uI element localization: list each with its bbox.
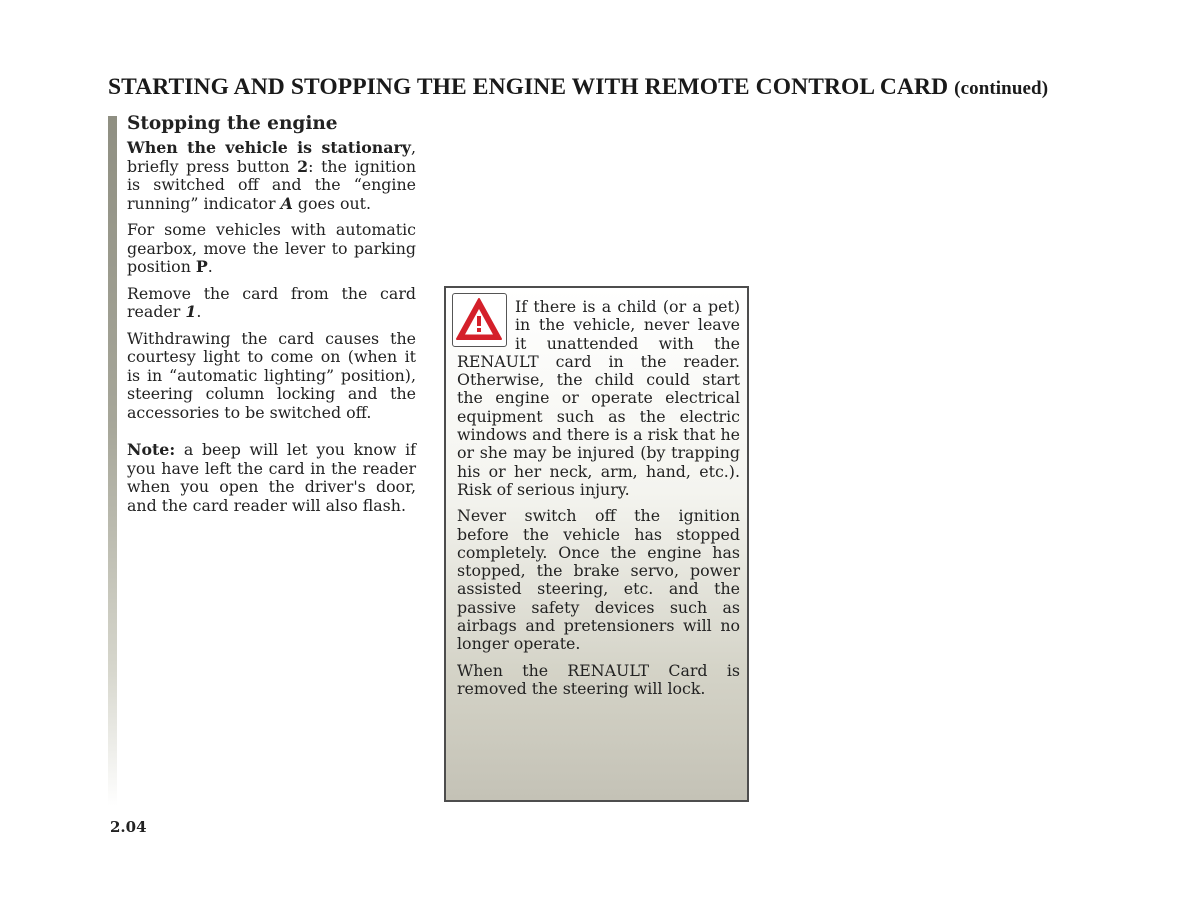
section-sidebar-bar: [108, 116, 117, 806]
warning-triangle-icon: [452, 293, 507, 347]
paragraph-text: , briefly press button: [127, 138, 416, 176]
paragraph-remove-card: [127, 285, 416, 322]
paragraph-automatic-gearbox: [127, 221, 416, 277]
paragraph-withdrawing-card: Withdrawing the card causes the courtesy light to come on (when it is in “automatic lighting” position), steering column locking and the accessories to be switched off.: [127, 328, 416, 422]
paragraph-note: [127, 441, 416, 515]
warning-box-content: [457, 298, 740, 706]
indicator-reference: A: [280, 193, 293, 213]
paragraph-text: .: [207, 257, 213, 276]
section-heading: Stopping the engine: [127, 113, 338, 134]
warning-child-paragraph: If there is a child (or a pet) in the vehicle, never leave it unattended with the RENAULT card in the reader. Otherwise, the child could start the engine or operate electrical equipment such as the electric windows and there is a risk that he or she may be injured (by trapping his or her neck, arm, hand, etc.). Risk of serious injury.: [457, 297, 740, 499]
page-title: [108, 74, 1108, 101]
paragraph-text: For some vehicles with automatic gearbox, move the lever to parking position: [127, 220, 416, 276]
paragraph-stationary: [127, 139, 416, 213]
left-column: [127, 113, 416, 523]
warning-ignition-paragraph: Never switch off the ignition before the vehicle has stopped completely. Once the engine has stopped, the brake servo, power assisted steering, etc. and the passive safety devices such as airbags and pretensioners will no longer operate.: [457, 506, 740, 654]
warning-steering-paragraph: When the RENAULT Card is removed the steering will lock.: [457, 660, 740, 698]
paragraph-text: goes out.: [292, 193, 372, 213]
paragraph-text: a beep will let you know if you have left the card in the reader when you open the driver's door, and the card reader will also flash.: [127, 440, 416, 515]
paragraph-stationary-lead: When the vehicle is stationary: [127, 138, 411, 157]
page-title-main: STARTING AND STOPPING THE ENGINE WITH REMOTE CONTROL CARD: [108, 74, 949, 100]
paragraph-text: Remove the card from the card reader: [127, 283, 416, 321]
warning-box: [444, 286, 749, 802]
paragraph-text: .: [196, 302, 202, 321]
page-number: 2.04: [110, 818, 147, 836]
page-title-continued: (continued): [954, 78, 1049, 99]
paragraph-text: : the ignition is switched off and the “engine running” indicator: [127, 156, 417, 213]
parking-position-reference: P: [195, 257, 208, 276]
card-reader-reference: 1: [185, 302, 197, 321]
button-reference: 2: [297, 156, 309, 176]
note-label: Note:: [127, 440, 176, 459]
